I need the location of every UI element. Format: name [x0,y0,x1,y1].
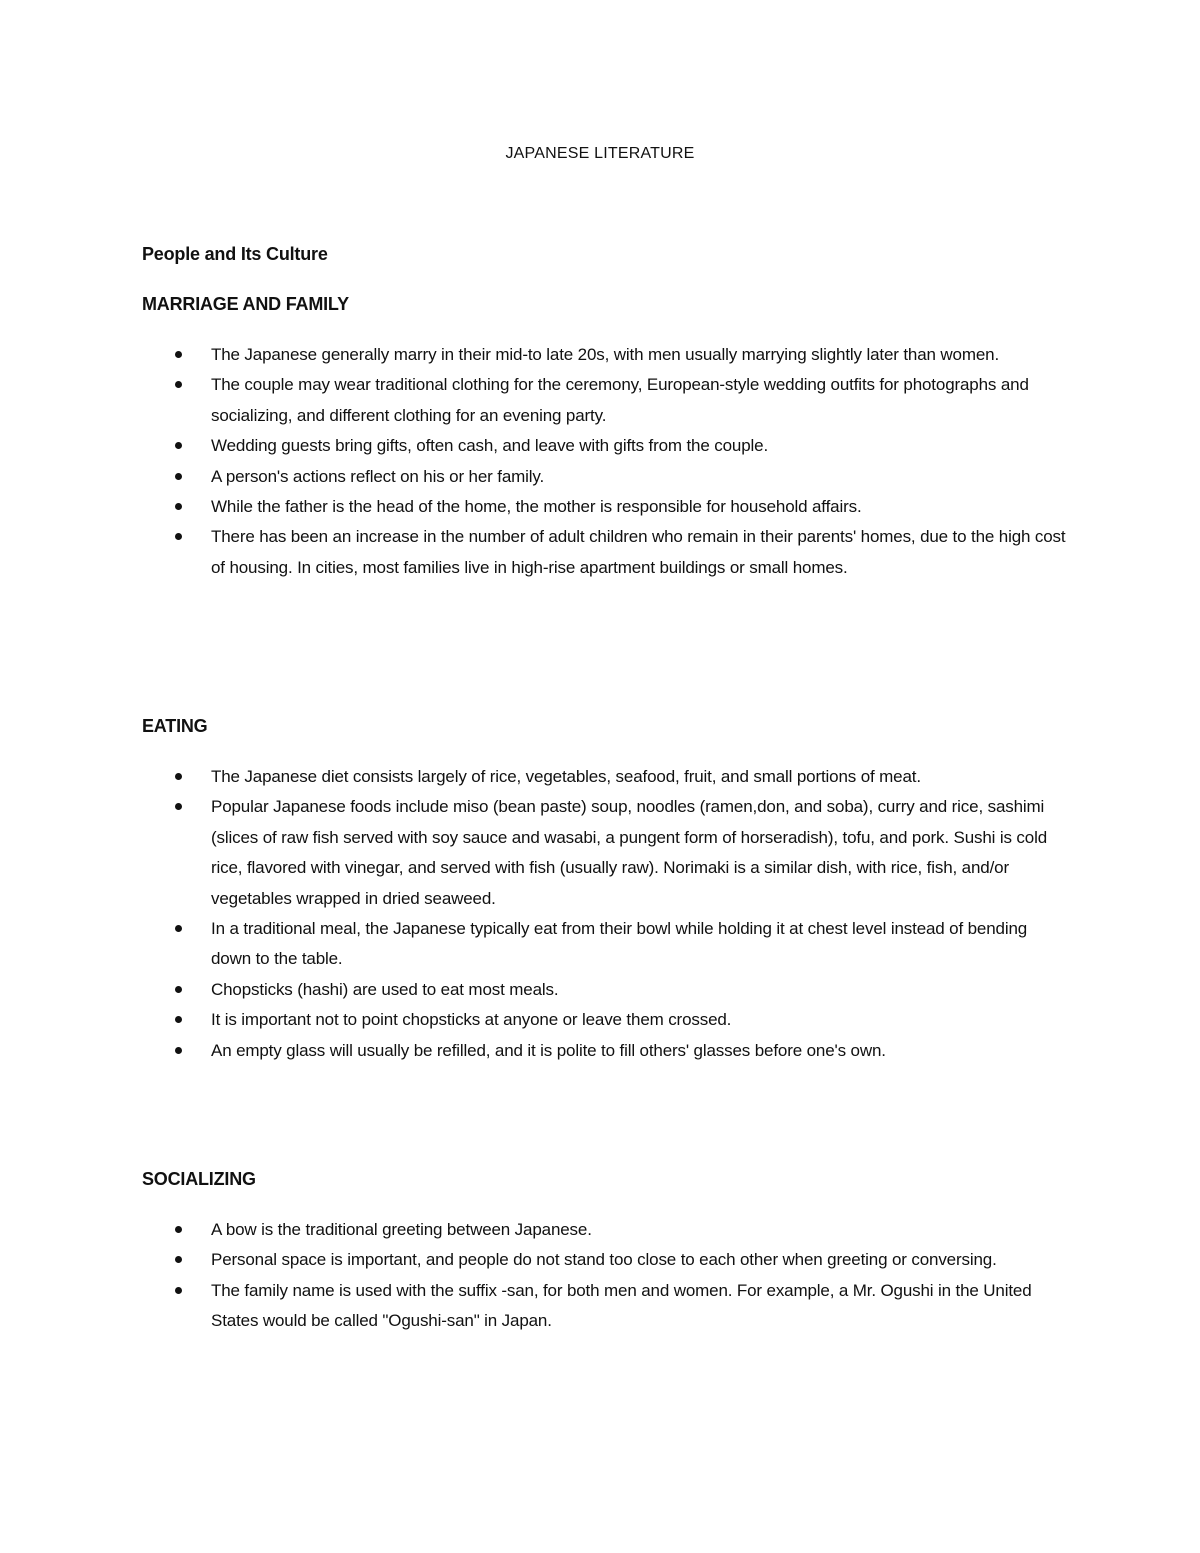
list-item-text: A bow is the traditional greeting between Japanese. [211,1220,592,1239]
list-item [0,975,1200,1005]
list-item-text: The Japanese generally marry in their mid-to late 20s, with men usually marrying slightly later than women. [211,345,1000,364]
list-item-text: While the father is the head of the home, the mother is responsible for household affairs. [211,497,862,517]
list-item-text: A person's actions reflect on his or her family. [211,466,545,486]
bullet-icon [175,503,182,510]
list-item-text: It is important not to point chopsticks at anyone or leave them crossed. [211,1010,732,1030]
bullet-icon [175,803,182,810]
list-item-text: Wedding guests bring gifts, often cash, and leave with gifts from the couple. [211,436,769,456]
list-item [0,762,1200,792]
list-item [0,1276,1200,1337]
bullet-list-marriage [0,340,1200,583]
bullet-icon [175,1016,182,1023]
section-heading-marriage: MARRIAGE AND FAMILY [142,294,349,314]
list-item-text: In a traditional meal, the Japanese typically eat from their bowl while holding it at chest level instead of bending down to the table. [211,919,1028,969]
list-item-text: An empty glass will usually be refilled, and it is polite to fill others' glasses before one's own. [211,1040,886,1060]
document-subtitle: People and Its Culture [142,244,328,264]
bullet-icon [175,1047,182,1054]
list-item [0,462,1200,492]
list-item [0,340,1200,370]
list-item [0,1245,1200,1275]
list-item [0,370,1200,431]
bullet-icon [175,925,182,932]
list-item [0,431,1200,461]
list-item-text: The couple may wear traditional clothing for the ceremony, European-style wedding outfits for photographs and socializing, and different clothing for an evening party. [211,375,1029,425]
list-item [0,792,1200,914]
list-item-text: The Japanese diet consists largely of rice, vegetables, seafood, fruit, and small portions of meat. [211,767,921,786]
list-item-text: Chopsticks (hashi) are used to eat most meals. [211,979,559,999]
list-item [0,1005,1200,1035]
bullet-icon [175,533,182,540]
bullet-icon [175,351,182,358]
list-item [0,1215,1200,1245]
bullet-icon [175,773,182,780]
document-title: JAPANESE LITERATURE [505,145,695,162]
bullet-icon [175,473,182,480]
list-item [0,522,1200,583]
section-heading-eating: EATING [142,716,208,736]
bullet-icon [175,1287,182,1294]
bullet-icon [175,1226,182,1233]
bullet-icon [175,442,182,449]
list-item [0,492,1200,522]
bullet-list-eating [0,762,1200,1066]
list-item [0,1036,1200,1066]
bullet-icon [175,986,182,993]
list-item-text: Popular Japanese foods include miso (bean paste) soup, noodles (ramen,don, and soba), curry and rice, sashimi (slices of raw fish served with soy sauce and wasabi, a pungent form of horseradish), tofu, and pork. Sushi is cold rice, flavored with vinegar, and served with fish (usually raw). Norimaki is a similar dish, with rice, fish, and/or vegetables wrapped in dried seaweed. [211,797,1048,908]
list-item-text: Personal space is important, and people do not stand too close to each other when greeting or conversing. [211,1250,997,1270]
section-heading-socializing: SOCIALIZING [142,1169,256,1189]
list-item [0,914,1200,975]
list-item-text: There has been an increase in the number of adult children who remain in their parents' homes, due to the high cost of housing. In cities, most families live in high-rise apartment buildings or small homes. [211,527,1066,577]
list-item-text: The family name is used with the suffix -san, for both men and women. For example, a Mr. Ogushi in the United States would be called "Ogushi-san" in Japan. [211,1280,1032,1331]
bullet-list-socializing [0,1215,1200,1337]
bullet-icon [175,381,182,388]
bullet-icon [175,1256,182,1263]
